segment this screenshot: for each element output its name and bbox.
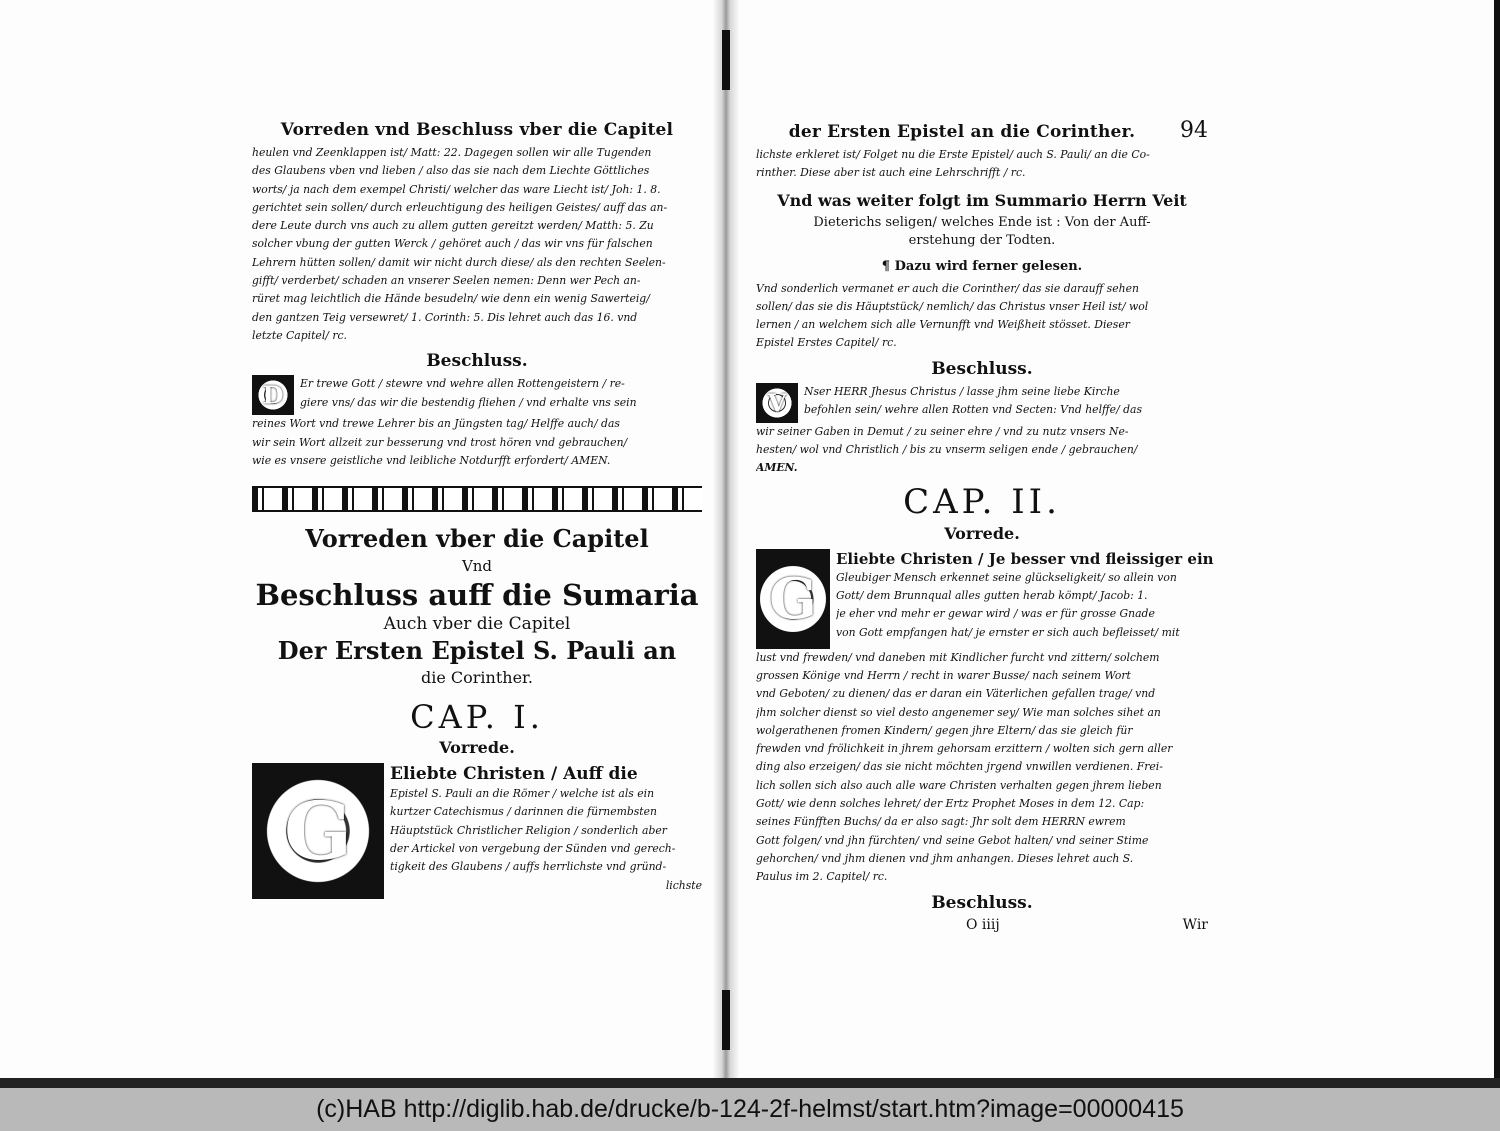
woodcut-initial: G <box>252 763 384 899</box>
text-line: Gleubiger Mensch erkennet seine glückseligkeit/ so allein von <box>836 570 1177 584</box>
lead-line: Eliebte Christen / Je besser vnd fleissiger ein <box>836 549 1214 568</box>
title-line: Beschluss auff die Sumaria <box>255 578 699 613</box>
signature-row <box>756 917 1208 933</box>
ornamental-border <box>252 486 702 512</box>
text-line: ding also erzeigen/ das sie nicht möchten jrgend vnwillen verdienen. Frei- <box>756 760 1163 774</box>
title-line: Auch vber die Capitel <box>383 614 571 635</box>
text-line: von Gott empfangen hat/ je ernster er sich auch befleisset/ mit <box>836 625 1180 639</box>
decorated-initial: G <box>756 549 830 649</box>
section-heading: Beschluss. <box>931 358 1033 379</box>
title-line: Vorreden vber die Capitel <box>305 524 649 554</box>
paragraph-body <box>300 375 702 415</box>
section-heading: Beschluss. <box>931 892 1033 913</box>
text-line: rinther. Diese aber ist auch eine Lehrschrifft / rc. <box>756 166 1026 180</box>
text-line: solcher vbung der gutten Werck / gehöret auch / das wir vns für falschen <box>252 237 653 251</box>
text-line: giere vns/ das wir die bestendig fliehen / vnd erhalte vns sein <box>300 395 637 409</box>
text-line: grossen Könige vnd Herrn / recht in warer Busse/ nach seinem Wort <box>756 668 1131 682</box>
text-line: dere Leute durch vns auch zu allem gutten gereitzt werden/ Matth: 5. Zu <box>252 219 654 233</box>
vorrede-heading: Vorrede. <box>439 738 515 758</box>
paragraph-body <box>390 763 702 899</box>
text-line: befohlen sein/ wehre allen Rotten vnd Secten: Vnd helffe/ das <box>804 403 1143 417</box>
text-line: rüret mag leichtlich die Hände besudeln/ wie denn ein wenig Sawerteig/ <box>252 292 650 306</box>
text-line: lichste erkleret ist/ Folget nu die Erste Epistel/ auch S. Pauli/ an die Co- <box>756 148 1150 161</box>
running-head: der Ersten Epistel an die Corinther. <box>788 122 1136 142</box>
text-line: Er trewe Gott / stewre vnd wehre allen Rottengeistern / re- <box>300 377 625 391</box>
read-heading: ¶ Dazu wird ferner gelesen. <box>881 258 1083 274</box>
text-line: heulen vnd Zeenklappen ist/ Matt: 22. Dagegen sollen wir alle Tugenden <box>252 146 652 159</box>
summary-heading: Vnd was weiter folgt im Summario Herrn Veit <box>777 190 1187 210</box>
text-line: Epistel Erstes Capitel/ rc. <box>756 336 897 350</box>
text-line: frewden vnd frölichkeit in jhrem gehorsam erzittern / wolten sich gern aller <box>756 742 1173 756</box>
section-heading: Beschluss. <box>426 351 528 372</box>
vorrede-paragraph <box>252 763 702 899</box>
text-line: lust vnd frewden/ vnd daneben mit Kindlicher furcht vnd zittern/ solchem <box>756 650 1160 664</box>
text-line: Vnd sonderlich vermanet er auch die Corinther/ das sie darauff sehen <box>756 281 1139 295</box>
text-line: des Glaubens vben vnd lieben / also das sie nach dem Liechte Göttliches <box>252 164 650 178</box>
text-line: Gott/ wie denn solches lehret/ der Ertz Prophet Moses in dem 12. Cap: <box>756 797 1145 811</box>
running-head: Vorreden vnd Beschluss vber die Capitel <box>280 120 674 140</box>
text-line: tigkeit des Glaubens / auffs herrlichste vnd gründ- <box>390 860 667 874</box>
text-line: wir seiner Gaben in Demut / zu seiner ehre / vnd zu nutz vnsers Ne- <box>756 424 1129 438</box>
text-line: lich sollen sich also auch alle ware Christen verhalten gegen jhrem lieben <box>756 778 1162 792</box>
vorrede-paragraph <box>756 549 1214 649</box>
catchword: lichste <box>665 878 702 892</box>
left-page <box>252 118 702 899</box>
scan-edge-bottom <box>0 1078 1500 1088</box>
text-line: AMEN. <box>756 461 798 475</box>
running-head-row <box>756 118 1208 146</box>
text-line: lernen / an welchem sich alle Vernunfft vnd Weißheit stösset. Dieser <box>756 318 1130 332</box>
text-line: jhm solcher dienst so viel desto angenemer sey/ Wie man solches sihet an <box>756 705 1161 719</box>
summary-subheading: erstehung der Todten. <box>908 232 1056 248</box>
text-line: reines Wort vnd trewe Lehrer bis an Jüngsten tag/ Helffe auch/ das <box>252 417 620 431</box>
title-line: Vnd <box>461 557 493 576</box>
scan-edge-right <box>1494 0 1500 1088</box>
catchword: Wir <box>1182 916 1208 933</box>
text-line: gifft/ verderbet/ schaden an vnserer Seelen nemen: Denn wer Pech an- <box>252 274 641 288</box>
paragraph-body <box>836 549 1214 649</box>
text-line: der Artickel von vergebung der Sünden vnd gerech- <box>390 842 676 856</box>
text-line: den gantzen Teig versewret/ 1. Corinth: 5. Dis lehret auch das 16. vnd <box>252 310 638 324</box>
decorated-initial: V <box>756 383 798 423</box>
signature-mark: O iiij <box>966 916 1000 933</box>
text-line: Nser HERR Jhesus Christus / lasse jhm seine liebe Kirche <box>804 384 1120 398</box>
text-line: Lehrern hütten sollen/ damit wir nicht durch diese/ als den rechten Seelen- <box>252 255 666 269</box>
text-line: letzte Capitel/ rc. <box>252 328 347 342</box>
text-line: seines Fünfften Buchs/ da er also sagt: Jhr solt dem HERRN ewrem <box>756 815 1126 829</box>
text-block-top <box>252 144 702 345</box>
text-line: Häuptstück Christlicher Religion / sonderlich aber <box>390 823 667 837</box>
text-line: worts/ ja nach dem exempel Christi/ welcher das ware Liecht ist/ Joh: 1. 8. <box>252 182 661 196</box>
gutter-shadow-bottom <box>722 990 730 1050</box>
paragraph-body <box>804 383 1208 423</box>
title-line: Der Ersten Epistel S. Pauli an <box>277 636 677 666</box>
text-line: gehorchen/ vnd jhm dienen vnd jhm anhangen. Dieses lehret auch S. <box>756 851 1134 865</box>
beschluss-paragraph <box>252 375 702 415</box>
title-line: die Corinther. <box>420 668 534 688</box>
summary-subheading: Dieterichs seligen/ welches Ende ist : Von der Auff- <box>813 214 1151 230</box>
text-line: je eher vnd mehr er gewar wird / was er für grosse Gnade <box>836 607 1155 621</box>
right-page <box>756 118 1214 933</box>
page-number: 94 <box>1180 118 1208 143</box>
gutter-shadow-top <box>722 30 730 90</box>
copyright-footer: (c)HAB http://diglib.hab.de/drucke/b-124-2f-helmst/start.htm?image=00000415 <box>0 1088 1500 1131</box>
lead-line: Eliebte Christen / Auff die <box>390 764 638 785</box>
decorated-initial: D <box>252 375 294 415</box>
beschluss-paragraph <box>756 383 1208 423</box>
text-line: Epistel S. Pauli an die Römer / welche ist als ein <box>390 787 655 801</box>
text-line: sollen/ das sie dis Häuptstück/ nemlich/ das Christus vnser Heil ist/ wol <box>756 299 1149 313</box>
text-line: gerichtet sein sollen/ durch erleuchtigung des heiligen Geistes/ auff das an- <box>252 200 668 214</box>
vorrede-heading: Vorrede. <box>944 523 1020 543</box>
text-line: Gott/ dem Brunnqual alles gutten herab kömpt/ Jacob: 1. <box>836 588 1148 602</box>
text-line: wie es vnsere geistliche vnd leibliche Notdurfft erfordert/ AMEN. <box>252 453 611 467</box>
text-line: Gott folgen/ vnd jhn fürchten/ vnd seine Gebot halten/ vnd seiner Stime <box>756 833 1149 847</box>
text-line: wir sein Wort allzeit zur besserung vnd trost hören vnd gebrauchen/ <box>252 435 628 449</box>
chapter-number: CAP. II. <box>903 481 1061 522</box>
text-line: kurtzer Catechismus / darinnen die fürnembsten <box>390 805 657 819</box>
text-line: vnd Geboten/ zu dienen/ das er daran ein Väterlichen gefallen trage/ vnd <box>756 687 1156 701</box>
text-line: wolgerathenen fromen Kindern/ gegen jhre Eltern/ das sie gleich für <box>756 723 1133 737</box>
book-gutter <box>712 0 740 1088</box>
text-line: Paulus im 2. Capitel/ rc. <box>756 870 888 884</box>
text-line: hesten/ wol vnd Christlich / bis zu vnserm seligen ende / gebrauchen/ <box>756 443 1138 457</box>
chapter-number: CAP. I. <box>410 698 544 737</box>
